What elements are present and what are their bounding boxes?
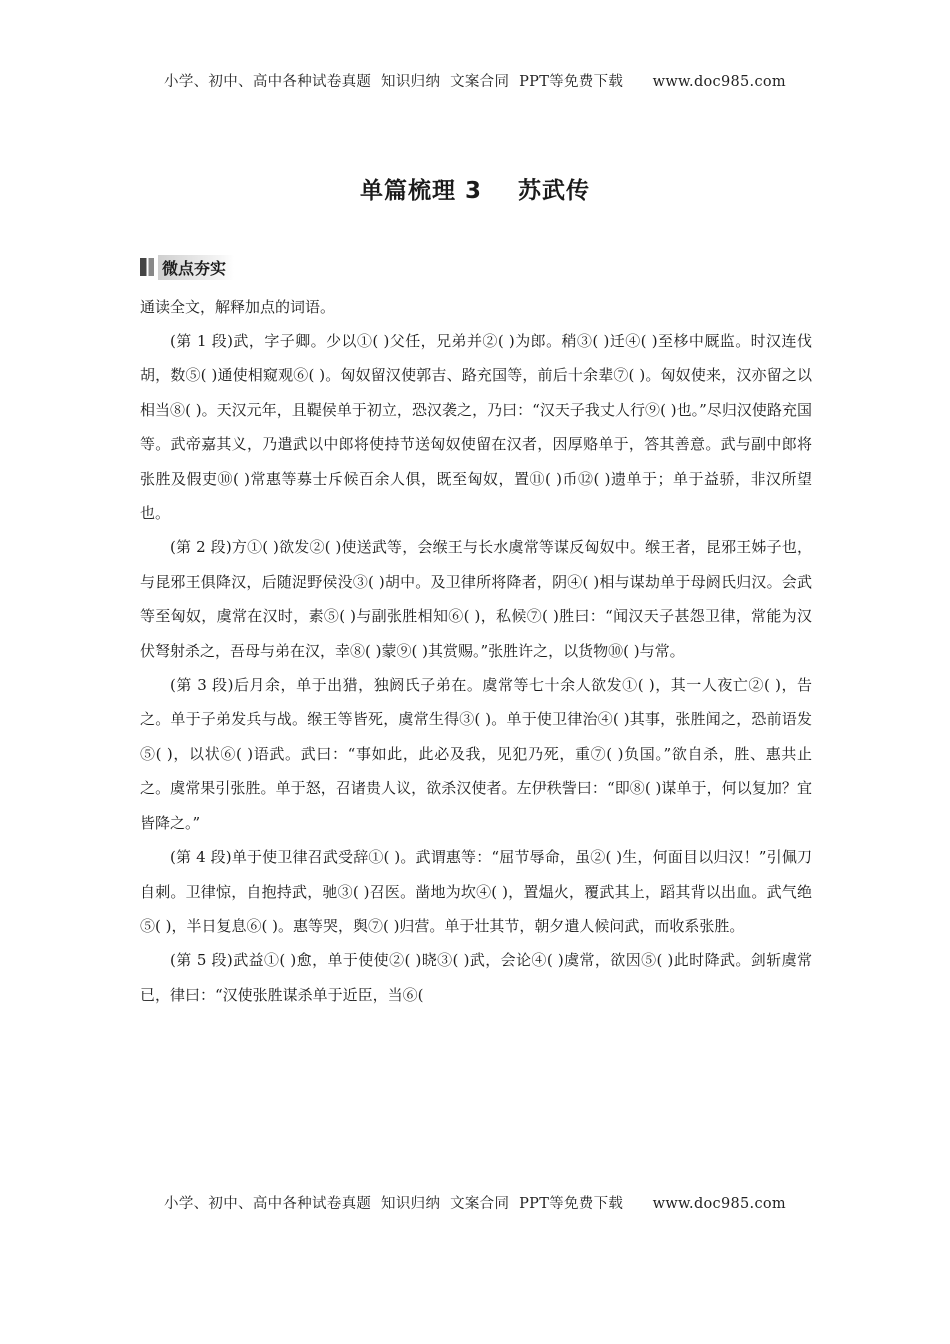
article-body: [140, 324, 812, 1012]
paragraph-2: (第 2 段)方①( )欲发②( )使送武等，会缑王与长水虞常等谋反匈奴中。缑王者，昆邪王姊子也，与昆邪王俱降汉，后随浞野侯没③( )胡中。及卫律所将降者，阴④( )相与谋劫单于母阏氏归汉。会武等至匈奴，虞常在汉时，素⑤( )与副张胜相知⑥( )，私候⑦( )胜曰：“闻汉天子甚怨卫律，常能为汉伏弩射杀之，吾母与弟在汉，幸⑧( )蒙⑨( )其赏赐。”张胜许之，以货物⑩( )与常。: [140, 538, 812, 660]
paragraph-3: (第 3 段)后月余，单于出猎，独阏氏子弟在。虞常等七十余人欲发①( )，其一人夜亡②( )，告之。单于子弟发兵与战。缑王等皆死，虞常生得③( )。单于使卫律治④( )其事，张胜闻之，恐前语发⑤( )，以状⑥( )语武。武曰：“事如此，此必及我，见犯乃死，重⑦( )负国。”欲自杀，胜、惠共止之。虞常果引张胜。单于怒，召诸贵人议，欲杀汉使者。左伊秩訾曰：“即⑧( )谋单于，何以复加？宜皆降之。”: [140, 676, 812, 832]
page-title: 单篇梳理 3 苏武传: [359, 178, 591, 204]
paragraph-1: (第 1 段)武，字子卿。少以①( )父任，兄弟并②( )为郎。稍③( )迁④( )至栘中厩监。时汉连伐胡，数⑤( )通使相窥观⑥( )。匈奴留汉使郭吉、路充国等，前后十余辈⑦( )。匈奴使来，汉亦留之以相当⑧( )。天汉元年，且鞮侯单于初立，恐汉袭之，乃曰：“汉天子我丈人行⑨( )也。”尽归汉使路充国等。武帝嘉其义，乃遣武以中郎将使持节送匈奴使留在汉者，因厚赂单于，答其善意。武与副中郎将张胜及假吏⑩( )常惠等募士斥候百余人俱，既至匈奴，置⑪( )币⑫( )遗单于；单于益骄，非汉所望也。: [140, 332, 812, 523]
section-heading: [140, 256, 234, 278]
paragraph-5: (第 5 段)武益①( )愈，单于使使②( )晓③( )武，会论④( )虞常，欲因⑤( )此时降武。剑斩虞常已，律曰：“汉使张胜谋杀单于近臣，当⑥(: [140, 951, 812, 1004]
page-footer: 小学、初中、高中各种试卷真题 知识归纳 文案合同 PPT等免费下载 www.doc985.com: [164, 1196, 786, 1212]
paragraph-4: (第 4 段)单于使卫律召武受辞①( )。武谓惠等：“屈节辱命，虽②( )生，何面目以归汉！”引佩刀自刺。卫律惊，自抱持武，驰③( )召医。凿地为坎④( )，置煴火，覆武其上，蹈其背以出血。武气绝⑤( )，半日复息⑥( )。惠等哭，舆⑦( )归营。单于壮其节，朝夕遣人候问武，而收系张胜。: [140, 848, 812, 935]
page-header: 小学、初中、高中各种试卷真题 知识归纳 文案合同 PPT等免费下载 www.doc985.com: [164, 74, 786, 90]
section-label: 微点夯实: [158, 255, 234, 280]
instruction-text: 通读全文，解释加点的词语。: [140, 298, 336, 316]
section-bar-icon: [140, 258, 154, 276]
